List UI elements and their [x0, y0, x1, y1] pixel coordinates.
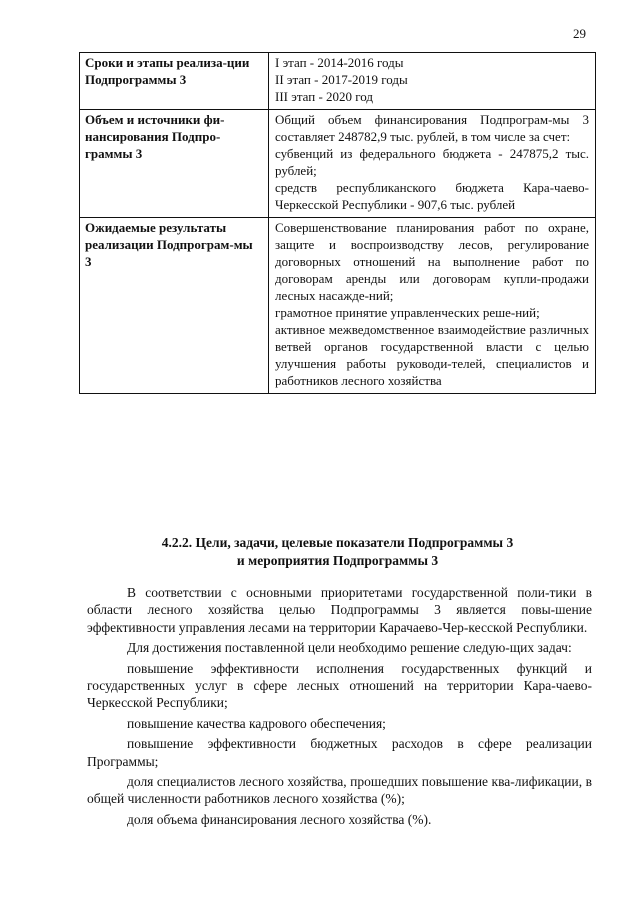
row-content — [269, 110, 596, 218]
content-line: грамотное принятие управленческих реше-ний; — [275, 305, 540, 320]
section-heading — [79, 534, 596, 570]
section-body — [87, 584, 592, 831]
table-row — [80, 110, 596, 218]
page-number: 29 — [573, 26, 586, 41]
table-row — [80, 218, 596, 394]
body-paragraph: повышение эффективности бюджетных расходов в сфере реализации Программы; — [87, 736, 592, 769]
content-line: III этап - 2020 год — [275, 89, 374, 104]
content-line: I этап - 2014-2016 годы — [275, 55, 404, 70]
row-label: Сроки и этапы реализа-ции Подпрограммы 3 — [80, 53, 269, 110]
content-line: субвенций из федерального бюджета - 247875,2 тыс. рублей; — [275, 146, 589, 178]
table-row — [80, 53, 596, 110]
row-label: Ожидаемые результаты реализации Подпрограм-мы 3 — [80, 218, 269, 394]
body-paragraph: Для достижения поставленной цели необходимо решение следую-щих задач: — [127, 640, 572, 656]
row-content — [269, 218, 596, 394]
body-paragraph: В соответствии с основными приоритетами государственной поли-тики в области лесного хозяйства целью Подпрограммы 3 является повы-шение эффективности управления лесами на территории Карачаево-Чер-кесской Республики. — [87, 585, 592, 635]
content-line: средств республиканского бюджета Кара-чаево-Черкесской Республики - 907,6 тыс. рублей — [275, 180, 589, 212]
row-label: Объем и источники фи-нансирования Подпро-граммы 3 — [80, 110, 269, 218]
content-line: Совершенствование планирования работ по охране, защите и воспроизводству лесов, регулирование договорных отношений на выполнение работ по договорам аренды или договорам купли-продажи лесных насажде-ний; — [275, 220, 589, 303]
section-heading-line: и мероприятия Подпрограммы 3 — [236, 553, 439, 568]
body-paragraph: доля объема финансирования лесного хозяйства (%). — [127, 811, 432, 827]
row-content — [269, 53, 596, 110]
body-paragraph: повышение качества кадрового обеспечения; — [127, 715, 386, 731]
section-heading-line: 4.2.2. Цели, задачи, целевые показатели Подпрограммы 3 — [161, 535, 514, 550]
passport-table — [79, 52, 596, 394]
content-line: II этап - 2017-2019 годы — [275, 72, 408, 87]
body-paragraph: доля специалистов лесного хозяйства, прошедших повышение ква-лификации, в общей численности работников лесного хозяйства (%); — [87, 774, 592, 807]
body-paragraph: повышение эффективности исполнения государственных функций и государственных услуг в сфере лесных отношений на территории Кара-чаево-Черкесской Республики; — [87, 660, 592, 711]
content-line: Общий объем финансирования Подпрограм-мы 3 составляет 248782,9 тыс. рублей, в том числе за счет: — [275, 112, 589, 144]
content-line: активное межведомственное взаимодействие различных ветвей органов государственной власти с целью улучшения работы руководи-телей, специалистов и работников лесного хозяйства — [275, 322, 589, 388]
